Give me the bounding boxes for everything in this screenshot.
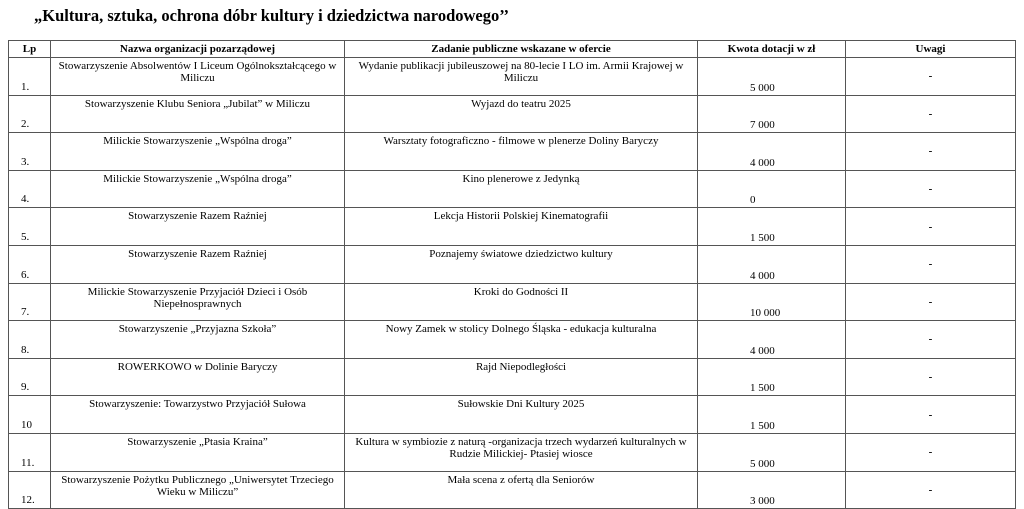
task-cell: Kultura w symbiozie z naturą -organizacja trzech wydarzeń kulturalnych w Rudzie Milickiej- Ptasiej wiosce [345, 433, 698, 471]
remarks-cell: - [846, 133, 1016, 171]
document-title: „Kultura, sztuka, ochrona dóbr kultury i dziedzictwa narodowego’’ [34, 6, 510, 25]
task-cell: Warsztaty fotograficzno - filmowe w plenerze Doliny Baryczy [345, 133, 698, 171]
organization-cell: ROWERKOWO w Dolinie Baryczy [51, 358, 345, 396]
amount-cell: 1 500 [698, 208, 846, 246]
table-row [9, 358, 1016, 396]
task-cell: Kroki do Godności II [345, 283, 698, 321]
organization-cell: Milickie Stowarzyszenie Przyjaciół Dzieci i Osób Niepełnosprawnych [51, 283, 345, 321]
remarks-cell: - [846, 58, 1016, 96]
header-remarks: Uwagi [846, 41, 1016, 58]
row-number: 10 [9, 396, 51, 434]
row-number: 11. [9, 433, 51, 471]
remarks-cell: - [846, 358, 1016, 396]
table-row [9, 396, 1016, 434]
organization-cell: Stowarzyszenie Razem Raźniej [51, 245, 345, 283]
organization-cell: Stowarzyszenie Pożytku Publicznego „Uniwersytet Trzeciego Wieku w Miliczu” [51, 471, 345, 509]
task-cell: Kino plenerowe z Jedynką [345, 170, 698, 208]
table-row [9, 95, 1016, 133]
table-header-row [9, 41, 1016, 58]
organization-cell: Stowarzyszenie Absolwentów I Liceum Ogólnokształcącego w Miliczu [51, 58, 345, 96]
amount-cell: 10 000 [698, 283, 846, 321]
table-row [9, 133, 1016, 171]
remarks-cell: - [846, 471, 1016, 509]
table-row [9, 433, 1016, 471]
amount-cell: 4 000 [698, 245, 846, 283]
amount-cell: 0 [698, 170, 846, 208]
table-row [9, 471, 1016, 509]
amount-cell: 1 500 [698, 396, 846, 434]
grants-table [8, 40, 1016, 509]
table-row [9, 170, 1016, 208]
table-row [9, 208, 1016, 246]
remarks-cell: - [846, 433, 1016, 471]
row-number: 7. [9, 283, 51, 321]
task-cell: Wydanie publikacji jubileuszowej na 80-lecie I LO im. Armii Krajowej w Miliczu [345, 58, 698, 96]
table-row [9, 321, 1016, 359]
remarks-cell: - [846, 321, 1016, 359]
row-number: 5. [9, 208, 51, 246]
header-task: Zadanie publiczne wskazane w ofercie [345, 41, 698, 58]
header-amount: Kwota dotacji w zł [698, 41, 846, 58]
task-cell: Mała scena z ofertą dla Seniorów [345, 471, 698, 509]
amount-cell: 5 000 [698, 58, 846, 96]
amount-cell: 4 000 [698, 321, 846, 359]
row-number: 8. [9, 321, 51, 359]
table-row [9, 283, 1016, 321]
task-cell: Nowy Zamek w stolicy Dolnego Śląska - edukacja kulturalna [345, 321, 698, 359]
row-number: 4. [9, 170, 51, 208]
organization-cell: Stowarzyszenie: Towarzystwo Przyjaciół Sułowa [51, 396, 345, 434]
task-cell: Sułowskie Dni Kultury 2025 [345, 396, 698, 434]
task-cell: Wyjazd do teatru 2025 [345, 95, 698, 133]
remarks-cell: - [846, 208, 1016, 246]
amount-cell: 5 000 [698, 433, 846, 471]
row-number: 9. [9, 358, 51, 396]
header-organization: Nazwa organizacji pozarządowej [51, 41, 345, 58]
header-lp: Lp [9, 41, 51, 58]
amount-cell: 4 000 [698, 133, 846, 171]
task-cell: Lekcja Historii Polskiej Kinematografii [345, 208, 698, 246]
organization-cell: Stowarzyszenie Razem Raźniej [51, 208, 345, 246]
organization-cell: Milickie Stowarzyszenie „Wspólna droga” [51, 170, 345, 208]
row-number: 12. [9, 471, 51, 509]
amount-cell: 3 000 [698, 471, 846, 509]
row-number: 3. [9, 133, 51, 171]
row-number: 6. [9, 245, 51, 283]
remarks-cell: - [846, 170, 1016, 208]
table-row [9, 245, 1016, 283]
row-number: 1. [9, 58, 51, 96]
task-cell: Poznajemy światowe dziedzictwo kultury [345, 245, 698, 283]
remarks-cell: - [846, 283, 1016, 321]
remarks-cell: - [846, 396, 1016, 434]
amount-cell: 1 500 [698, 358, 846, 396]
task-cell: Rajd Niepodległości [345, 358, 698, 396]
amount-cell: 7 000 [698, 95, 846, 133]
table-row [9, 58, 1016, 96]
organization-cell: Stowarzyszenie „Ptasia Kraina” [51, 433, 345, 471]
row-number: 2. [9, 95, 51, 133]
remarks-cell: - [846, 95, 1016, 133]
organization-cell: Milickie Stowarzyszenie „Wspólna droga” [51, 133, 345, 171]
remarks-cell: - [846, 245, 1016, 283]
organization-cell: Stowarzyszenie „Przyjazna Szkoła” [51, 321, 345, 359]
organization-cell: Stowarzyszenie Klubu Seniora „Jubilat” w Miliczu [51, 95, 345, 133]
